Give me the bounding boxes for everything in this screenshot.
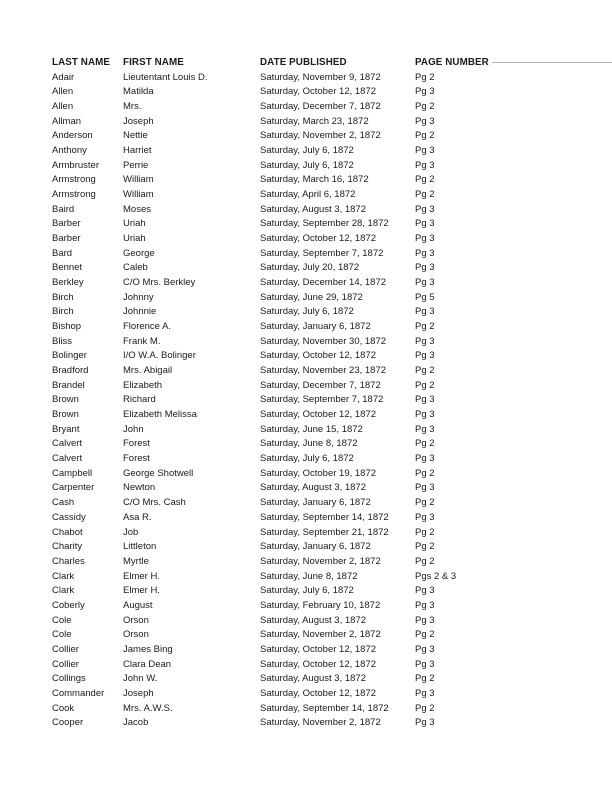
cell-first-name: Elizabeth bbox=[123, 379, 163, 391]
table-row bbox=[52, 349, 612, 364]
cell-date-published: Saturday, December 14, 1872 bbox=[260, 277, 387, 289]
cell-first-name: Perrie bbox=[123, 159, 149, 171]
cell-date-published: Saturday, June 8, 1872 bbox=[260, 438, 358, 450]
cell-last-name: Cash bbox=[52, 497, 75, 509]
cell-date-published: Saturday, September 7, 1872 bbox=[260, 247, 384, 259]
cell-page-number: Pg 2 bbox=[415, 174, 435, 186]
cell-date-published: Saturday, April 6, 1872 bbox=[260, 189, 356, 201]
cell-page-number: Pg 2 bbox=[415, 467, 435, 479]
cell-last-name: Allen bbox=[52, 86, 74, 98]
cell-first-name: William bbox=[123, 189, 154, 201]
cell-last-name: Bennet bbox=[52, 262, 83, 274]
cell-date-published: Saturday, September 7, 1872 bbox=[260, 394, 384, 406]
table-row bbox=[52, 584, 612, 599]
table-row bbox=[52, 379, 612, 394]
table-row bbox=[52, 481, 612, 496]
cell-last-name: Bliss bbox=[52, 335, 73, 347]
cell-last-name: Cook bbox=[52, 702, 75, 714]
cell-last-name: Collier bbox=[52, 658, 79, 670]
cell-first-name: Joseph bbox=[123, 687, 154, 699]
cell-page-number: Pgs 2 & 3 bbox=[415, 570, 457, 582]
table-row bbox=[52, 599, 612, 614]
table-row bbox=[52, 305, 612, 320]
table-row bbox=[52, 555, 612, 570]
cell-page-number: Pg 3 bbox=[415, 687, 435, 699]
cell-first-name: Johnnie bbox=[123, 306, 157, 318]
cell-page-number: Pg 2 bbox=[415, 365, 435, 377]
cell-date-published: Saturday, June 8, 1872 bbox=[260, 570, 358, 582]
table-row bbox=[52, 188, 612, 203]
cell-last-name: Calvert bbox=[52, 453, 83, 465]
cell-first-name: Jacob bbox=[123, 717, 149, 729]
cell-date-published: Saturday, August 3, 1872 bbox=[260, 673, 366, 685]
cell-page-number: Pg 3 bbox=[415, 277, 435, 289]
cell-last-name: Brown bbox=[52, 409, 79, 421]
cell-date-published: Saturday, July 6, 1872 bbox=[260, 585, 354, 597]
cell-last-name: Collings bbox=[52, 673, 86, 685]
cell-first-name: George bbox=[123, 247, 155, 259]
table-row bbox=[52, 232, 612, 247]
cell-date-published: Saturday, November 23, 1872 bbox=[260, 365, 387, 377]
column-header-last-name: LAST NAME bbox=[52, 57, 111, 68]
cell-first-name: Orson bbox=[123, 614, 149, 626]
cell-last-name: Anderson bbox=[52, 130, 93, 142]
cell-date-published: Saturday, October 12, 1872 bbox=[260, 86, 377, 98]
cell-page-number: Pg 3 bbox=[415, 350, 435, 362]
cell-date-published: Saturday, October 12, 1872 bbox=[260, 350, 377, 362]
cell-date-published: Saturday, November 2, 1872 bbox=[260, 717, 381, 729]
table-row bbox=[52, 687, 612, 702]
cell-last-name: Allman bbox=[52, 115, 82, 127]
cell-last-name: Clark bbox=[52, 570, 75, 582]
cell-date-published: Saturday, January 6, 1872 bbox=[260, 541, 371, 553]
cell-date-published: Saturday, September 28, 1872 bbox=[260, 218, 389, 230]
cell-last-name: Adair bbox=[52, 71, 75, 83]
table-body bbox=[52, 71, 612, 731]
cell-page-number: Pg 3 bbox=[415, 394, 435, 406]
table-row bbox=[52, 393, 612, 408]
cell-first-name: William bbox=[123, 174, 154, 186]
cell-first-name: Myrtle bbox=[123, 555, 149, 567]
cell-page-number: Pg 3 bbox=[415, 717, 435, 729]
cell-last-name: Charity bbox=[52, 541, 83, 553]
table-row bbox=[52, 217, 612, 232]
table-row bbox=[52, 261, 612, 276]
cell-first-name: Lieutentant Louis D. bbox=[123, 71, 208, 83]
cell-date-published: Saturday, December 7, 1872 bbox=[260, 101, 381, 113]
cell-first-name: Littleton bbox=[123, 541, 157, 553]
cell-date-published: Saturday, September 14, 1872 bbox=[260, 702, 389, 714]
cell-page-number: Pg 2 bbox=[415, 555, 435, 567]
table-row bbox=[52, 452, 612, 467]
cell-date-published: Saturday, November 30, 1872 bbox=[260, 335, 387, 347]
cell-date-published: Saturday, September 14, 1872 bbox=[260, 511, 389, 523]
cell-page-number: Pg 3 bbox=[415, 218, 435, 230]
cell-last-name: Carpenter bbox=[52, 482, 95, 494]
cell-date-published: Saturday, November 2, 1872 bbox=[260, 555, 381, 567]
table-row bbox=[52, 423, 612, 438]
cell-last-name: Commander bbox=[52, 687, 105, 699]
table-row bbox=[52, 203, 612, 218]
table-row bbox=[52, 129, 612, 144]
cell-last-name: Bryant bbox=[52, 423, 80, 435]
cell-last-name: Collier bbox=[52, 643, 79, 655]
cell-first-name: Uriah bbox=[123, 233, 146, 245]
cell-date-published: Saturday, July 6, 1872 bbox=[260, 306, 354, 318]
cell-last-name: Birch bbox=[52, 306, 74, 318]
cell-page-number: Pg 3 bbox=[415, 233, 435, 245]
cell-first-name: Forest bbox=[123, 438, 150, 450]
cell-last-name: Cole bbox=[52, 614, 72, 626]
cell-page-number: Pg 2 bbox=[415, 673, 435, 685]
table-row bbox=[52, 672, 612, 687]
table-row bbox=[52, 496, 612, 511]
table-row bbox=[52, 467, 612, 482]
cell-first-name: C/O Mrs. Cash bbox=[123, 497, 186, 509]
cell-date-published: Saturday, December 7, 1872 bbox=[260, 379, 381, 391]
cell-page-number: Pg 5 bbox=[415, 291, 435, 303]
cell-first-name: Uriah bbox=[123, 218, 146, 230]
table-row bbox=[52, 540, 612, 555]
cell-last-name: Calvert bbox=[52, 438, 83, 450]
cell-date-published: Saturday, November 2, 1872 bbox=[260, 130, 381, 142]
cell-first-name: Richard bbox=[123, 394, 156, 406]
cell-page-number: Pg 3 bbox=[415, 203, 435, 215]
cell-page-number: Pg 3 bbox=[415, 159, 435, 171]
cell-date-published: Saturday, July 6, 1872 bbox=[260, 159, 354, 171]
cell-first-name: Newton bbox=[123, 482, 156, 494]
table-row bbox=[52, 173, 612, 188]
column-header-date-published: DATE PUBLISHED bbox=[260, 57, 347, 68]
table-row bbox=[52, 85, 612, 100]
cell-first-name: John bbox=[123, 423, 144, 435]
cell-first-name: Asa R. bbox=[123, 511, 152, 523]
cell-first-name: Job bbox=[123, 526, 139, 538]
cell-page-number: Pg 3 bbox=[415, 145, 435, 157]
cell-date-published: Saturday, July 20, 1872 bbox=[260, 262, 360, 274]
cell-last-name: Clark bbox=[52, 585, 75, 597]
cell-date-published: Saturday, June 15, 1872 bbox=[260, 423, 363, 435]
cell-first-name: Elizabeth Melissa bbox=[123, 409, 197, 421]
cell-last-name: Barber bbox=[52, 218, 81, 230]
cell-page-number: Pg 2 bbox=[415, 379, 435, 391]
table-row bbox=[52, 658, 612, 673]
cell-last-name: Armbruster bbox=[52, 159, 99, 171]
cell-date-published: Saturday, October 19, 1872 bbox=[260, 467, 377, 479]
cell-page-number: Pg 3 bbox=[415, 511, 435, 523]
table-row bbox=[52, 159, 612, 174]
cell-page-number: Pg 3 bbox=[415, 335, 435, 347]
cell-first-name: I/O W.A. Bolinger bbox=[123, 350, 196, 362]
cell-last-name: Cassidy bbox=[52, 511, 86, 523]
table-row bbox=[52, 335, 612, 350]
table-row bbox=[52, 247, 612, 262]
table-row bbox=[52, 115, 612, 130]
cell-last-name: Bard bbox=[52, 247, 73, 259]
cell-last-name: Allen bbox=[52, 101, 74, 113]
cell-first-name: Elmer H. bbox=[123, 570, 160, 582]
cell-last-name: Birch bbox=[52, 291, 74, 303]
cell-page-number: Pg 2 bbox=[415, 101, 435, 113]
column-header-page-number: PAGE NUMBER bbox=[415, 57, 489, 68]
column-header-first-name: FIRST NAME bbox=[123, 57, 184, 68]
cell-first-name: August bbox=[123, 599, 153, 611]
cell-page-number: Pg 3 bbox=[415, 423, 435, 435]
cell-page-number: Pg 2 bbox=[415, 130, 435, 142]
cell-first-name: John W. bbox=[123, 673, 158, 685]
cell-page-number: Pg 3 bbox=[415, 614, 435, 626]
cell-date-published: Saturday, October 12, 1872 bbox=[260, 658, 377, 670]
cell-last-name: Cole bbox=[52, 629, 72, 641]
cell-first-name: Forest bbox=[123, 453, 150, 465]
cell-date-published: Saturday, October 12, 1872 bbox=[260, 233, 377, 245]
cell-date-published: Saturday, November 2, 1872 bbox=[260, 629, 381, 641]
cell-page-number: Pg 3 bbox=[415, 658, 435, 670]
cell-page-number: Pg 3 bbox=[415, 262, 435, 274]
cell-page-number: Pg 2 bbox=[415, 497, 435, 509]
cell-date-published: Saturday, August 3, 1872 bbox=[260, 203, 366, 215]
cell-first-name: James Bing bbox=[123, 643, 173, 655]
cell-first-name: Johnny bbox=[123, 291, 154, 303]
cell-last-name: Armstrong bbox=[52, 174, 96, 186]
cell-first-name: Florence A. bbox=[123, 321, 172, 333]
cell-first-name: Moses bbox=[123, 203, 151, 215]
cell-date-published: Saturday, February 10, 1872 bbox=[260, 599, 381, 611]
cell-date-published: Saturday, August 3, 1872 bbox=[260, 614, 366, 626]
cell-page-number: Pg 3 bbox=[415, 482, 435, 494]
cell-last-name: Bradford bbox=[52, 365, 89, 377]
cell-page-number: Pg 2 bbox=[415, 629, 435, 641]
cell-page-number: Pg 2 bbox=[415, 438, 435, 450]
table-row bbox=[52, 614, 612, 629]
cell-page-number: Pg 3 bbox=[415, 247, 435, 259]
cell-last-name: Brandel bbox=[52, 379, 85, 391]
cell-date-published: Saturday, July 6, 1872 bbox=[260, 145, 354, 157]
cell-date-published: Saturday, January 6, 1872 bbox=[260, 497, 371, 509]
cell-first-name: Matilda bbox=[123, 86, 154, 98]
cell-first-name: C/O Mrs. Berkley bbox=[123, 277, 196, 289]
table-row bbox=[52, 702, 612, 717]
cell-page-number: Pg 3 bbox=[415, 453, 435, 465]
cell-date-published: Saturday, October 12, 1872 bbox=[260, 643, 377, 655]
cell-last-name: Baird bbox=[52, 203, 75, 215]
cell-page-number: Pg 2 bbox=[415, 702, 435, 714]
cell-page-number: Pg 2 bbox=[415, 71, 435, 83]
cell-date-published: Saturday, September 21, 1872 bbox=[260, 526, 389, 538]
cell-page-number: Pg 3 bbox=[415, 306, 435, 318]
cell-first-name: Mrs. Abigail bbox=[123, 365, 173, 377]
table-row bbox=[52, 364, 612, 379]
table-row bbox=[52, 570, 612, 585]
table-row bbox=[52, 100, 612, 115]
table-row bbox=[52, 144, 612, 159]
cell-page-number: Pg 3 bbox=[415, 115, 435, 127]
cell-first-name: Orson bbox=[123, 629, 149, 641]
cell-date-published: Saturday, August 3, 1872 bbox=[260, 482, 366, 494]
cell-last-name: Barber bbox=[52, 233, 81, 245]
cell-last-name: Brown bbox=[52, 394, 79, 406]
cell-first-name: Caleb bbox=[123, 262, 148, 274]
cell-page-number: Pg 2 bbox=[415, 541, 435, 553]
table-row bbox=[52, 276, 612, 291]
cell-date-published: Saturday, October 12, 1872 bbox=[260, 687, 377, 699]
cell-last-name: Berkley bbox=[52, 277, 84, 289]
header-rule bbox=[492, 61, 612, 63]
cell-page-number: Pg 2 bbox=[415, 189, 435, 201]
cell-first-name: George Shotwell bbox=[123, 467, 194, 479]
cell-first-name: Mrs. A.W.S. bbox=[123, 702, 173, 714]
cell-first-name: Nettie bbox=[123, 130, 148, 142]
column-header-page-number-cell bbox=[415, 56, 612, 71]
cell-date-published: Saturday, March 16, 1872 bbox=[260, 174, 369, 186]
cell-date-published: Saturday, January 6, 1872 bbox=[260, 321, 371, 333]
cell-page-number: Pg 3 bbox=[415, 585, 435, 597]
cell-first-name: Joseph bbox=[123, 115, 154, 127]
cell-page-number: Pg 2 bbox=[415, 321, 435, 333]
table-row bbox=[52, 511, 612, 526]
cell-last-name: Chabot bbox=[52, 526, 83, 538]
table-row bbox=[52, 716, 612, 731]
cell-date-published: Saturday, October 12, 1872 bbox=[260, 409, 377, 421]
table-row bbox=[52, 628, 612, 643]
cell-last-name: Campbell bbox=[52, 467, 93, 479]
cell-first-name: Harriet bbox=[123, 145, 152, 157]
cell-page-number: Pg 3 bbox=[415, 643, 435, 655]
cell-page-number: Pg 3 bbox=[415, 86, 435, 98]
table-row bbox=[52, 408, 612, 423]
cell-first-name: Clara Dean bbox=[123, 658, 172, 670]
cell-first-name: Frank M. bbox=[123, 335, 161, 347]
table-row bbox=[52, 291, 612, 306]
cell-page-number: Pg 2 bbox=[415, 526, 435, 538]
cell-first-name: Elmer H. bbox=[123, 585, 160, 597]
cell-date-published: Saturday, March 23, 1872 bbox=[260, 115, 369, 127]
cell-last-name: Cooper bbox=[52, 717, 84, 729]
index-table bbox=[52, 56, 612, 731]
cell-date-published: Saturday, June 29, 1872 bbox=[260, 291, 363, 303]
cell-page-number: Pg 3 bbox=[415, 409, 435, 421]
table-row bbox=[52, 320, 612, 335]
cell-first-name: Mrs. bbox=[123, 101, 142, 113]
cell-date-published: Saturday, July 6, 1872 bbox=[260, 453, 354, 465]
cell-last-name: Bolinger bbox=[52, 350, 87, 362]
table-row bbox=[52, 71, 612, 86]
table-row bbox=[52, 437, 612, 452]
table-row bbox=[52, 526, 612, 541]
table-header-row bbox=[52, 56, 612, 71]
cell-last-name: Anthony bbox=[52, 145, 87, 157]
table-row bbox=[52, 643, 612, 658]
cell-last-name: Charles bbox=[52, 555, 85, 567]
cell-date-published: Saturday, November 9, 1872 bbox=[260, 71, 381, 83]
cell-page-number: Pg 3 bbox=[415, 599, 435, 611]
cell-last-name: Bishop bbox=[52, 321, 82, 333]
cell-last-name: Armstrong bbox=[52, 189, 96, 201]
cell-last-name: Coberly bbox=[52, 599, 85, 611]
